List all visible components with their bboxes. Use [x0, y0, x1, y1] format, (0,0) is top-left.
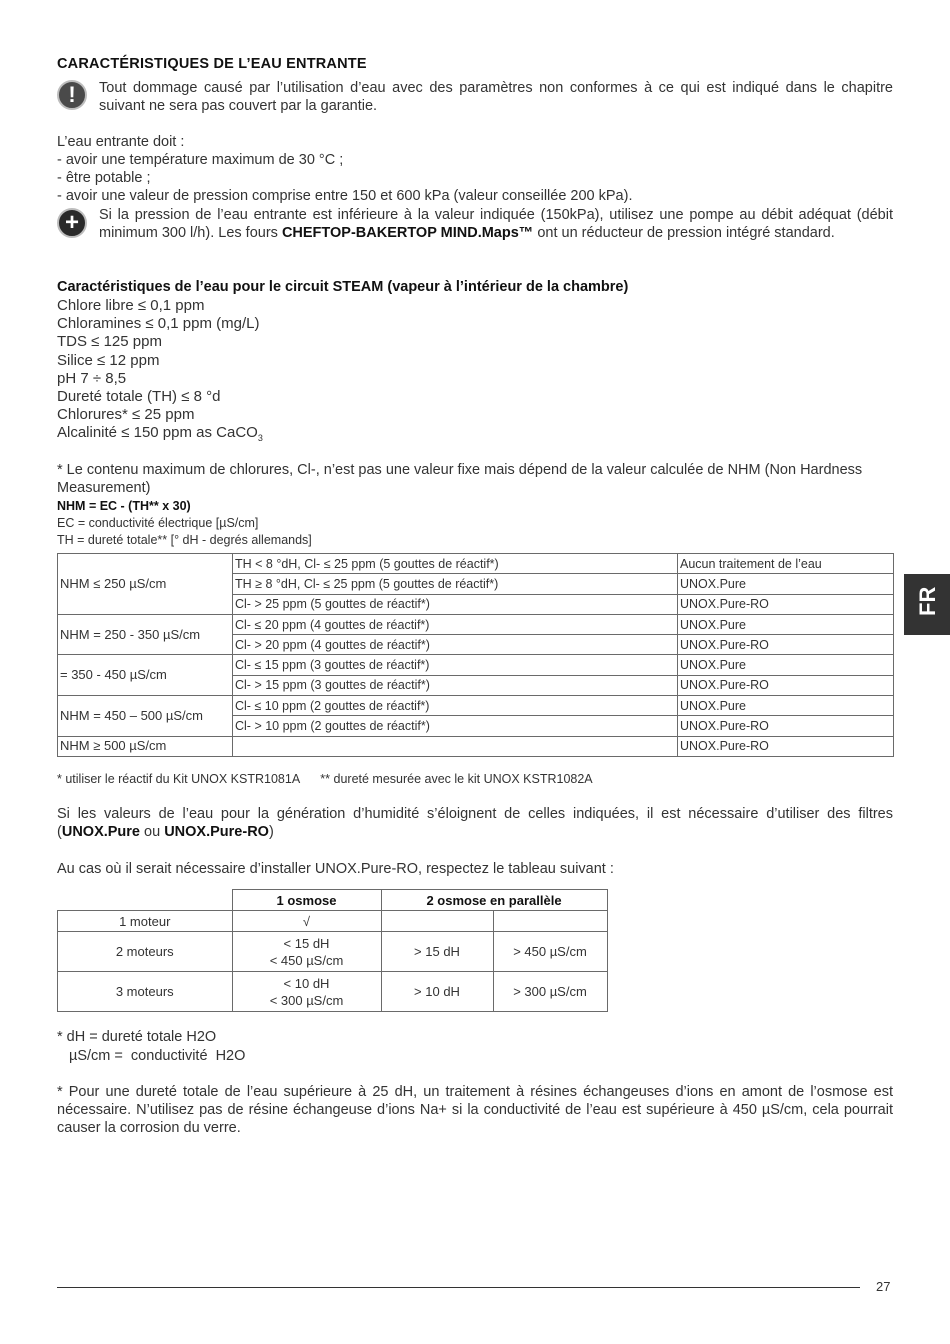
- condition-cell: Cl- ≤ 20 ppm (4 gouttes de réactif*): [233, 614, 678, 634]
- requirements-intro: L’eau entrante doit :: [57, 134, 185, 150]
- treatment-cell: UNOX.Pure-RO: [678, 716, 894, 736]
- plus-icon: +: [57, 208, 87, 238]
- exclamation-icon: !: [57, 80, 87, 110]
- table-row: [58, 972, 608, 1012]
- condition-cell: TH ≥ 8 °dH, Cl- ≤ 25 ppm (5 gouttes de réactif*): [233, 574, 678, 594]
- param-line: Chlorures* ≤ 25 ppm: [57, 406, 195, 424]
- motor-label: 3 moteurs: [58, 972, 233, 1012]
- pressure-tip: [99, 206, 893, 242]
- filters-or: ou: [140, 824, 165, 841]
- motor-label: 1 moteur: [58, 911, 233, 932]
- table-row: [58, 932, 608, 972]
- nhm-range: NHM ≤ 250 µS/cm: [58, 554, 233, 615]
- table-row: [58, 655, 894, 675]
- tip-text: Si la pression de l’eau entrante est inférieure à la valeur indiquée (150kPa), utilisez une pompe au débit adéquat (débit minimum 300 l/h). Les fours: [99, 207, 893, 242]
- header-one-osmosis: 1 osmose: [232, 890, 381, 911]
- nhm-range: NHM ≥ 500 µS/cm: [58, 736, 233, 756]
- param-line: pH 7 ÷ 8,5: [57, 369, 127, 387]
- nhm-range: = 350 - 450 µS/cm: [58, 655, 233, 696]
- condition-cell: [233, 736, 678, 756]
- steam-heading: [57, 279, 628, 295]
- table-row: [58, 911, 608, 932]
- dh-note: * dH = dureté totale H2O: [57, 1029, 217, 1045]
- table-row: [58, 736, 894, 756]
- alkalinity-subscript: 3: [257, 433, 263, 444]
- empty-cell: [58, 890, 233, 911]
- page-number: 27: [876, 1279, 891, 1294]
- condition-cell: Cl- > 10 ppm (2 gouttes de réactif*): [233, 716, 678, 736]
- param-line: Dureté totale (TH) ≤ 8 °d: [57, 388, 221, 406]
- tip-text-end: ont un réducteur de pression intégré standard.: [533, 225, 835, 242]
- condition-cell: Cl- > 15 ppm (3 gouttes de réactif*): [233, 675, 678, 695]
- filters-note: [57, 805, 893, 841]
- two-osmosis-us: > 450 µS/cm: [493, 932, 607, 972]
- condition-cell: Cl- > 25 ppm (5 gouttes de réactif*): [233, 594, 678, 614]
- table-row: [58, 696, 894, 716]
- one-osmosis-cell: [232, 932, 381, 972]
- one-osmosis-cell: [232, 972, 381, 1012]
- condition-cell: TH < 8 °dH, Cl- ≤ 25 ppm (5 gouttes de réactif*): [233, 554, 678, 574]
- two-osmosis-us: [493, 911, 607, 932]
- us-note: µS/cm = conductivité H2O: [69, 1048, 246, 1064]
- treatment-cell: UNOX.Pure: [678, 696, 894, 716]
- nhm-formula: NHM = EC - (TH** x 30): [57, 499, 191, 513]
- steam-heading-paren: (vapeur à l’intérieur de la chambre): [383, 279, 629, 295]
- treatment-cell: Aucun traitement de l’eau: [678, 554, 894, 574]
- resin-note: * Pour une dureté totale de l’eau supérieure à 25 dH, un traitement à résines échangeuses d’ions en amont de l’osmose est nécessaire. N’utilisez pas de résine échangeuse d’ions Na+ si la conductivité de l’eau est supérieure à 450 µS/cm, cela pourrait causer la corrosion du verre.: [57, 1084, 893, 1137]
- osmosis-intro: Au cas où il serait nécessaire d’installer UNOX.Pure-RO, respectez le tableau suivant :: [57, 861, 614, 877]
- warning-text: Tout dommage causé par l’utilisation d’eau avec des paramètres non conformes à ce qui est indiqué dans le chapitre suivant ne sera pas couvert par la garantie.: [99, 80, 893, 115]
- condition-cell: Cl- ≤ 10 ppm (2 gouttes de réactif*): [233, 696, 678, 716]
- treatment-cell: UNOX.Pure-RO: [678, 594, 894, 614]
- param-line: Silice ≤ 12 ppm: [57, 351, 160, 369]
- kit-note: * utiliser le réactif du Kit UNOX KSTR1081A ** dureté mesurée avec le kit UNOX KSTR1082A: [57, 772, 593, 786]
- table-row: [58, 554, 894, 574]
- chloride-note: * Le contenu maximum de chlorures, Cl-, n’est pas une valeur fixe mais dépend de la valeur calculée de NHM (Non Hardness Measurement): [57, 462, 863, 497]
- one-osmosis-us: < 450 µS/cm: [269, 952, 344, 968]
- nhm-range: NHM = 450 – 500 µS/cm: [58, 696, 233, 737]
- alkalinity: Alcalinité ≤ 150 ppm as CaCO: [57, 424, 258, 442]
- language-tab: [904, 574, 950, 635]
- treatment-cell: UNOX.Pure: [678, 655, 894, 675]
- osmosis-table: [57, 889, 608, 1012]
- filters-close: ): [268, 824, 274, 841]
- two-osmosis-us: > 300 µS/cm: [493, 972, 607, 1012]
- unox-pure-ro: UNOX.Pure-RO: [164, 824, 269, 841]
- two-osmosis-dh: [381, 911, 493, 932]
- condition-cell: Cl- > 20 ppm (4 gouttes de réactif*): [233, 635, 678, 655]
- two-osmosis-dh: > 15 dH: [381, 932, 493, 972]
- filters-text: Si les valeurs de l’eau pour la génération d’humidité s’éloignent de celles indiquées, il est nécessaire d’utiliser des filtres (: [57, 806, 893, 841]
- param-line: Chlore libre ≤ 0,1 ppm: [57, 297, 205, 314]
- one-osmosis-dh: < 10 dH: [283, 975, 330, 991]
- treatment-cell: UNOX.Pure-RO: [678, 635, 894, 655]
- unox-pure: UNOX.Pure: [61, 824, 141, 841]
- nhm-treatment-table: [57, 553, 894, 757]
- one-osmosis-cell: √: [232, 911, 381, 932]
- requirement-item: - être potable ;: [57, 170, 151, 186]
- nhm-range: NHM = 250 - 350 µS/cm: [58, 614, 233, 655]
- treatment-cell: UNOX.Pure-RO: [678, 736, 894, 756]
- requirement-item: - avoir une valeur de pression comprise entre 150 et 600 kPa (valeur conseillée 200 kPa).: [57, 188, 633, 204]
- condition-cell: Cl- ≤ 15 ppm (3 gouttes de réactif*): [233, 655, 678, 675]
- param-line: TDS ≤ 125 ppm: [57, 333, 162, 351]
- footer-divider: [57, 1287, 860, 1288]
- brand-name: CHEFTOP-BAKERTOP MIND.Maps™: [281, 225, 534, 242]
- treatment-cell: UNOX.Pure: [678, 614, 894, 634]
- param-line: [57, 424, 263, 447]
- th-definition: TH = dureté totale** [° dH - degrés allemands]: [57, 533, 312, 547]
- one-osmosis-dh: < 15 dH: [283, 935, 330, 951]
- ec-definition: EC = conductivité électrique [µS/cm]: [57, 516, 259, 530]
- requirement-item: - avoir une température maximum de 30 °C ;: [57, 152, 344, 168]
- steam-parameters: [57, 297, 263, 448]
- treatment-cell: UNOX.Pure: [678, 574, 894, 594]
- treatment-cell: UNOX.Pure-RO: [678, 675, 894, 695]
- section-title: CARACTÉRISTIQUES DE L’EAU ENTRANTE: [57, 56, 367, 72]
- param-line: Chloramines ≤ 0,1 ppm (mg/L): [57, 315, 260, 333]
- steam-heading-main: Caractéristiques de l’eau pour le circuit STEAM: [57, 279, 384, 295]
- header-two-osmosis: 2 osmose en parallèle: [381, 890, 607, 911]
- two-osmosis-dh: > 10 dH: [381, 972, 493, 1012]
- one-osmosis-us: < 300 µS/cm: [269, 992, 344, 1008]
- language-tab-label: FR: [915, 586, 940, 616]
- motor-label: 2 moteurs: [58, 932, 233, 972]
- table-header-row: [58, 890, 608, 911]
- table-row: [58, 614, 894, 634]
